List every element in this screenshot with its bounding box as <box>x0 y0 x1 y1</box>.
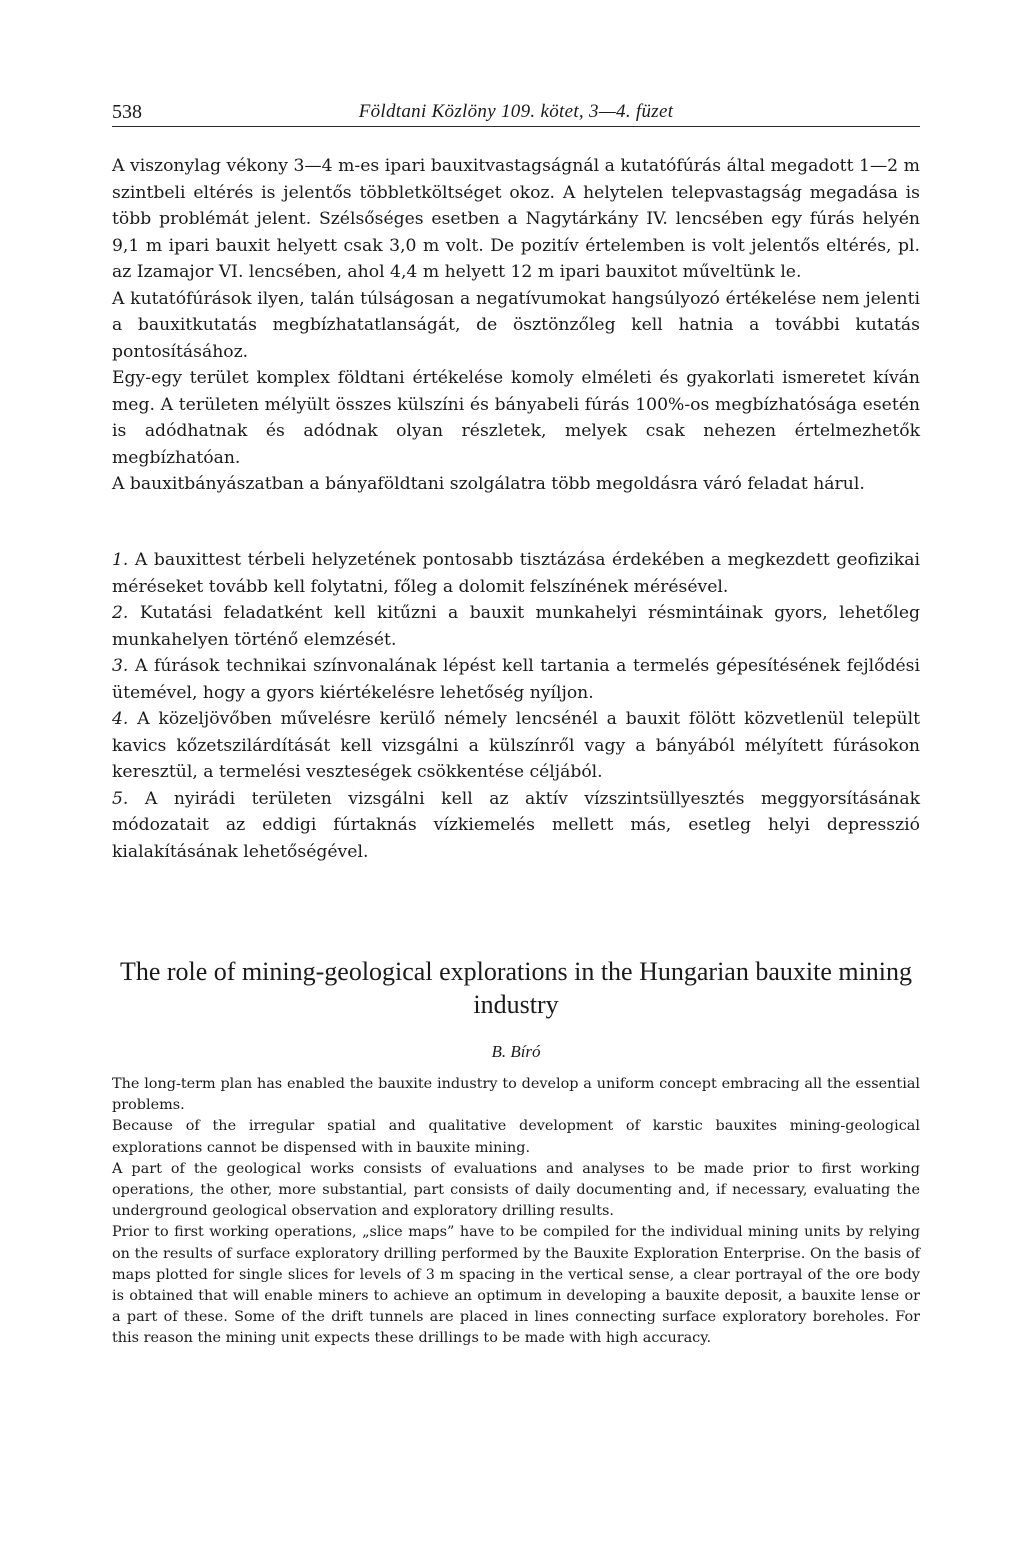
page-number: 538 <box>112 101 142 123</box>
task-item <box>112 547 920 600</box>
task-item <box>112 706 920 786</box>
english-summary <box>112 1074 920 1350</box>
running-header <box>112 100 920 127</box>
task-list <box>112 547 920 865</box>
body-paragraph: A viszonylag vékony 3—4 m-es ipari bauxitvastagságnál a kutatófúrás által megadott 1—2 m szintbeli eltérés is jelentős többletköltséget okoz. A helytelen telepvastagság megadása is több problémát jelent. Szélsőséges esetben a Nagytárkány IV. lencsében egy fúrás helyén 9,1 m ipari bauxit helyett csak 3,0 m volt. De pozitív értelemben is volt jelentős eltérés, pl. az Izamajor VI. lencsében, ahol 4,4 m helyett 12 m ipari bauxitot műveltünk le. <box>112 156 920 282</box>
task-text: Kutatási feladatként kell kitűzni a bauxit munkahelyi résmintáinak gyors, lehetőleg munkahelyen történő elemzését. <box>112 603 920 650</box>
task-text: A fúrások technikai színvonalának lépést kell tartania a termelés gépesítésének fejlődési ütemével, hogy a gyors kiértékelésre lehetőség nyíljon. <box>112 656 920 703</box>
body-paragraph: A bauxitbányászatban a bányaföldtani szolgálatra több megoldásra váró feladat hárul. <box>112 474 865 494</box>
task-number: 4. <box>112 709 129 729</box>
task-number: 3. <box>112 656 129 676</box>
english-author: B. Bíró <box>491 1042 541 1061</box>
task-number: 1. <box>112 550 129 570</box>
journal-title: Földtani Közlöny 109. kötet, 3—4. füzet <box>358 101 674 122</box>
task-item <box>112 600 920 653</box>
summary-paragraph: Because of the irregular spatial and qualitative development of karstic bauxites mining-geological explorations cannot be dispensed with in bauxite mining. <box>112 1118 920 1156</box>
task-text: A közeljövőben művelésre kerülő némely lencsénél a bauxit fölött közvetlenül települt kavics kőzetszilárdítását kell vizsgálni a külszínről vagy a bányából mélyített fúrásokon keresztül, a termelési veszteségek csökkentése céljából. <box>112 709 920 782</box>
body-paragraph: A kutatófúrások ilyen, talán túlságosan a negatívumokat hangsúlyozó értékelése nem jelenti a bauxitkutatás megbízhatatlanságát, de ösztönzőleg kell hatnia a további kutatás pontosításához. <box>112 288 920 362</box>
task-number: 5. <box>112 788 129 809</box>
body-paragraph: Egy-egy terület komplex földtani értékelése komoly elméleti és gyakorlati ismeretet kíván meg. A területen mélyült összes külszíni és bányabeli fúrás 100%-os megbízhatósága esetén is adódhatnak és adódnak olyan részletek, melyek csak nehezen értelmezhetők megbízhatóan. <box>112 368 920 468</box>
hungarian-body-text <box>112 153 920 498</box>
task-item <box>112 653 920 706</box>
task-number: 2. <box>112 603 129 623</box>
summary-paragraph: The long-term plan has enabled the bauxite industry to develop a uniform concept embracing all the essential problems. <box>112 1076 920 1114</box>
task-text: A bauxittest térbeli helyzetének pontosabb tisztázása érdekében a megkezdett geofizikai méréseket tovább kell folytatni, főleg a dolomit felszínének mérésével. <box>112 550 920 597</box>
summary-paragraph: Prior to first working operations, „slice maps” have to be compiled for the individual mining units by relying on the results of surface exploratory drilling performed by the Bauxite Exploration Enterprise. On the basis of maps plotted for single slices for levels of 3 m spacing in the vertical sense, a clear portrayal of the ore body is obtained that will enable miners to achieve an optimum in developing a bauxite deposit, a bauxite lense or a part of these. Some of the drift tunnels are placed in lines connecting surface exploratory boreholes. For this reason the mining unit expects these drillings to be made with high accuracy. <box>112 1224 920 1347</box>
task-item <box>112 786 920 866</box>
task-text: A nyirádi területen vizsgálni kell az aktív vízszintsüllyesztés meggyorsításának módozatait az eddigi fúrtaknás vízkiemelés mellett más, esetleg helyi depresszió kialakításának lehetőségével. <box>112 788 921 862</box>
summary-paragraph: A part of the geological works consists of evaluations and analyses to be made prior to first working operations, the other, more substantial, part consists of daily documenting and, if necessary, evaluating the underground geological observation and exploratory drilling results. <box>112 1160 920 1220</box>
english-title: The role of mining-geological explorations in the Hungarian bauxite mining industry <box>119 957 913 1019</box>
